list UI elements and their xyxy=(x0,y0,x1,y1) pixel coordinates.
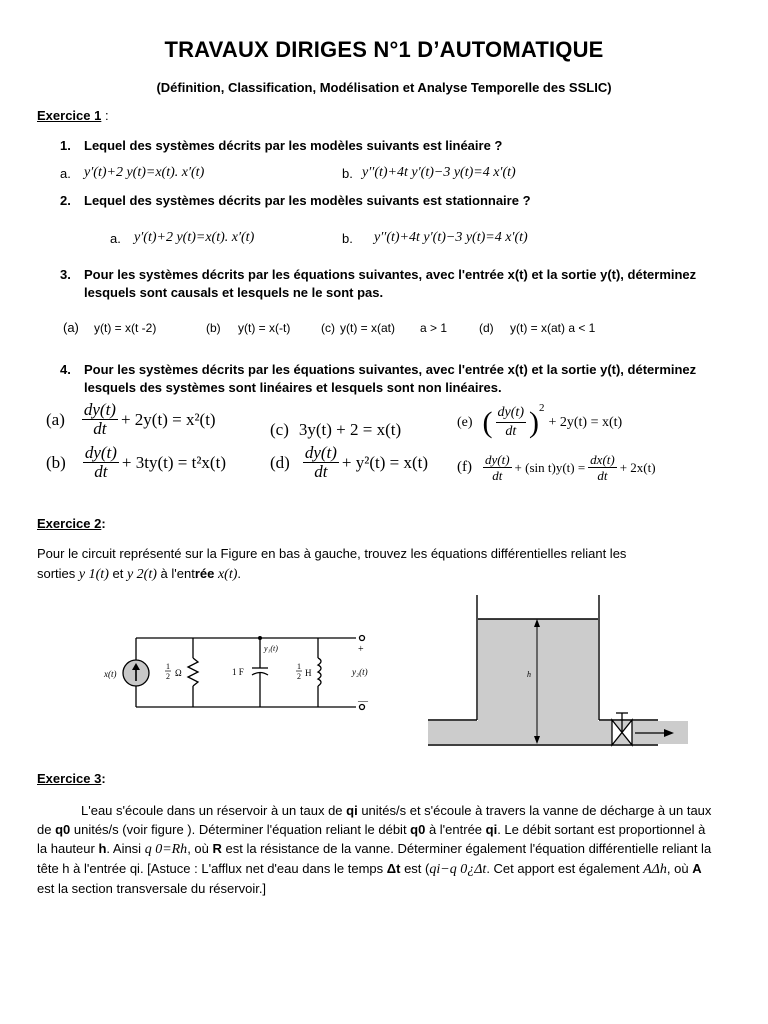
tank-height-label: h xyxy=(527,670,531,679)
q4-equation-c: (c) 3y(t) + 2 = x(t) xyxy=(270,420,402,439)
q2-option-b-label: b. xyxy=(342,231,353,246)
capacitor-label: 1 F xyxy=(232,667,244,677)
terminal-minus: — xyxy=(358,696,368,707)
question-1: 1. Lequel des systèmes décrits par les modèles suivants est linéaire ? xyxy=(60,138,503,153)
tank-diagram xyxy=(420,593,690,753)
terminal-plus: + xyxy=(358,644,364,655)
q4-equation-d: (d) $\frac{dy(t)}{dt}$ + y²(t) = x(t) xyxy=(270,443,429,481)
q4-equation-a: (a) $\frac{dy(t)}{dt}$ + 2y(t) = x²(t) xyxy=(46,400,216,438)
circuit-y1-label: y₁(t) xyxy=(264,644,278,653)
page-subtitle: (Définition, Classification, Modélisation et Analyse Temporelle des SSLIC) xyxy=(156,80,612,95)
q2-option-b-equation: y′′(t)+4t y′(t)−3 y(t)=4 x′(t) xyxy=(374,230,528,245)
q3-option-d-equation: y(t) = x(at) a < 1 xyxy=(510,321,596,335)
q3-option-a-label: (a) xyxy=(63,320,79,335)
q1-option-b-equation: y′′(t)+4t y′(t)−3 y(t)=4 x′(t) xyxy=(362,165,516,180)
q1-option-a-equation: y′(t)+2 y(t)=x(t). x′(t) xyxy=(84,165,205,180)
resistor-fraction-den: 2 xyxy=(166,672,170,681)
exercise-2-heading: Exercice 2: xyxy=(37,516,106,531)
q4-equation-e: (e) ( $\frac{dy(t)}{dt}$ ) 2 + 2y(t) = x(t) xyxy=(457,402,623,439)
inductor-unit: H xyxy=(305,668,312,678)
resistor-unit: Ω xyxy=(175,668,182,678)
exercise-3-heading: Exercice 3: xyxy=(37,771,106,786)
circuit-y2-label: y₂(t) xyxy=(352,667,368,677)
q1-option-a-label: a. xyxy=(60,166,71,181)
question-4: 4. Pour les systèmes décrits par les équations suivantes, avec l'entrée x(t) et la sortie y(t), déterminez xyxy=(60,362,697,377)
question-3-line2: lesquels sont causals et lesquels ne le sont pas. xyxy=(84,285,384,300)
exercise-3-paragraph: L'eau s'écoule dans un réservoir à un taux de qi unités/s et s'écoule à travers la vanne de décharge à un taux de q0 unités/s (voir figure ). Déterminer l'équation reliant le débit q0 à l'entrée qi. Le débit sortant est proportionnel à la hauteur h. Ainsi q 0=Rh, où R est la résistance de la vanne. Déterminer également l'équation différentielle reliant la tête h à l'entrée qi. [Astuce : L'afflux net d'eau dans le temps Δt est (qi−q 0¿Δt. Cet apport est également AΔh, où A est la section transversale du réservoir.] xyxy=(37,803,712,896)
circuit-diagram xyxy=(96,630,386,715)
q3-option-c-condition: a > 1 xyxy=(420,321,448,335)
q4-equation-f: (f) $\frac{dy(t)}{dt}$ + (sin t)y(t) = $\frac{dx(t)}{dt}$ + 2x(t) xyxy=(457,452,656,483)
q2-option-a-equation: y′(t)+2 y(t)=x(t). x′(t) xyxy=(134,230,255,245)
q3-option-c-equation: y(t) = x(at) xyxy=(340,321,396,335)
q3-option-a-equation: y(t) = x(t -2) xyxy=(94,321,157,335)
exercise-1-heading: Exercice 1 : xyxy=(37,108,109,123)
q1-option-b-label: b. xyxy=(342,166,353,181)
inductor-fraction-num: 1 xyxy=(297,662,301,671)
page-title: TRAVAUX DIRIGES N°1 D’AUTOMATIQUE xyxy=(164,37,604,62)
q4-equation-b: (b) $\frac{dy(t)}{dt}$ + 3ty(t) = t²x(t) xyxy=(46,443,226,481)
q3-option-c-label: (c) xyxy=(321,321,335,335)
question-4-line2: lesquels des systèmes sont linéaires et lesquels sont non linéaires. xyxy=(84,380,502,395)
question-2: 2. Lequel des systèmes décrits par les modèles suivants est stationnaire ? xyxy=(60,193,531,208)
q3-option-d-label: (d) xyxy=(479,321,494,335)
inductor-fraction-den: 2 xyxy=(297,672,301,681)
circuit-source-label: x(t) xyxy=(104,669,117,679)
q2-option-a-label: a. xyxy=(110,231,121,246)
exercise-2-line1: Pour le circuit représenté sur la Figure en bas à gauche, trouvez les équations différentielles reliant les xyxy=(37,546,627,561)
q3-option-b-equation: y(t) = x(-t) xyxy=(238,321,291,335)
resistor-fraction-num: 1 xyxy=(166,662,170,671)
q3-option-b-label: (b) xyxy=(206,321,221,335)
question-3: 3. Pour les systèmes décrits par les équations suivantes, avec l'entrée x(t) et la sortie y(t), déterminez xyxy=(60,267,697,282)
exercise-2-line2: sorties y 1(t) et y 2(t) à l'entrée x(t). xyxy=(37,566,242,582)
